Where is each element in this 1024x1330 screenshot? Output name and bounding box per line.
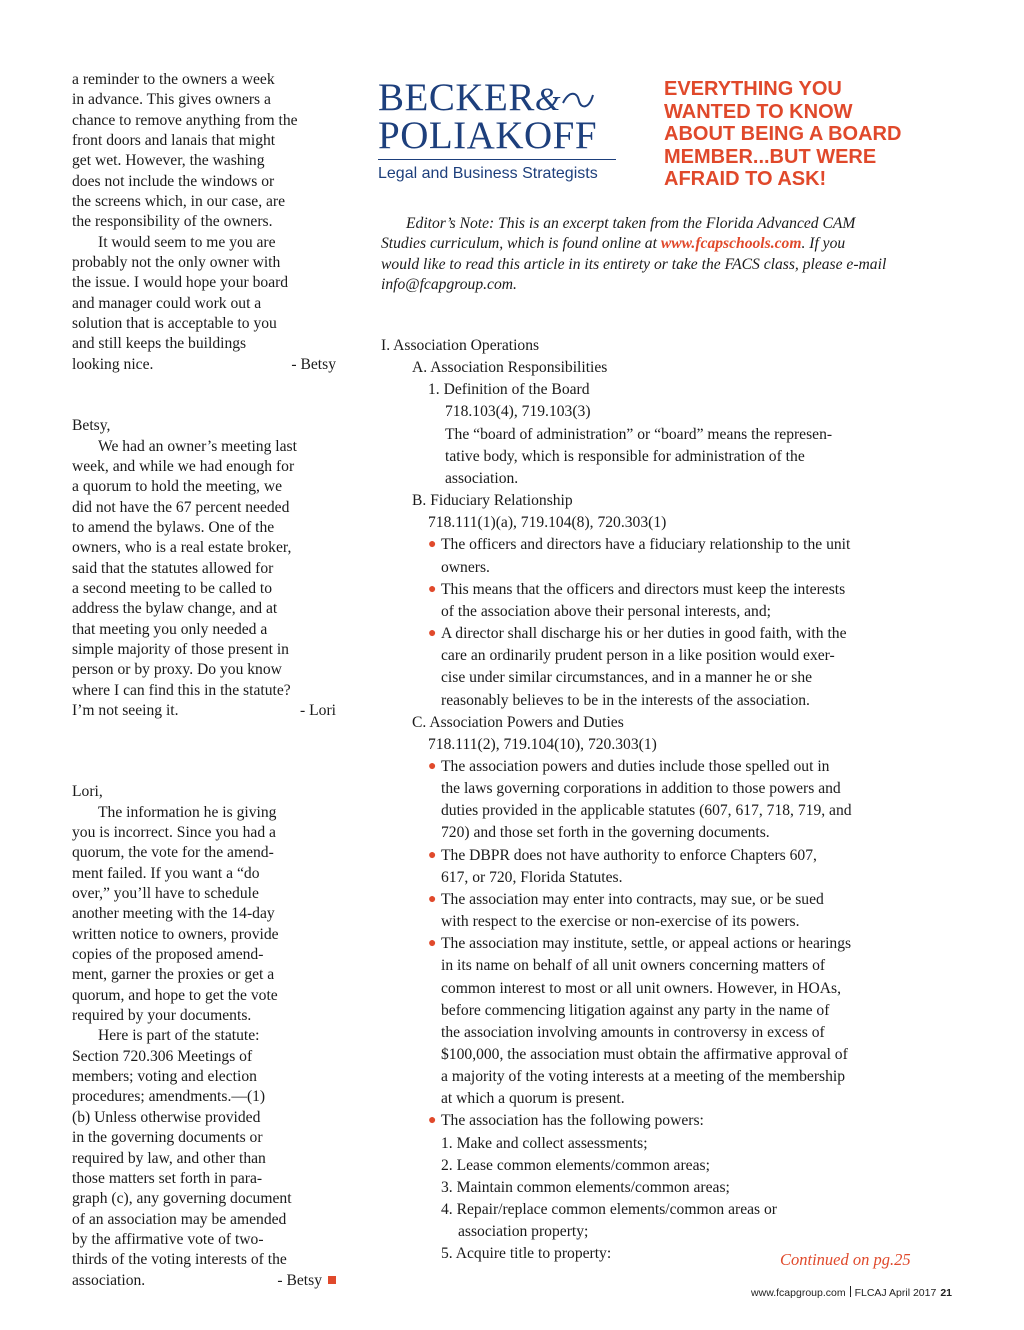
text-line: association.: [72, 1271, 146, 1289]
text-line: written notice to owners, provide: [72, 925, 279, 943]
text-line: of an association may be amended: [72, 1210, 287, 1228]
text-line: thirds of the voting interests of the: [72, 1251, 287, 1269]
bullet-item: ● A director shall discharge his or her duties in good faith, with the: [381, 623, 941, 645]
outline-line: in its name on behalf of all unit owners concerning matters of: [441, 957, 826, 975]
headline-line: ABOUT BEING A BOARD: [664, 123, 902, 145]
outline-line: tative body, which is responsible for administration of the: [445, 447, 805, 465]
text-line: the screens which, in our case, are: [72, 193, 286, 211]
headline-line: AFRAID TO ASK!: [664, 168, 827, 190]
headline-line: EVERYTHING YOU: [664, 78, 842, 100]
text-line: that meeting you only needed a: [72, 620, 268, 638]
bullet-icon: ●: [428, 758, 437, 774]
bullet-icon: ●: [428, 1113, 437, 1129]
bullet-item: ● This means that the officers and directors must keep the interests: [381, 579, 941, 601]
outline-line: 718.103(4), 719.103(3): [445, 403, 591, 421]
outline-line: 4. Repair/replace common elements/common areas or: [441, 1201, 778, 1219]
swirl-icon: [561, 89, 595, 113]
outline-line: B. Fiduciary Relationship: [412, 492, 573, 510]
bullet-item: ● The association powers and duties include those spelled out in: [381, 756, 941, 778]
bullet-item: ● The association may institute, settle, or appeal actions or hearings: [381, 933, 941, 955]
editor-note: [381, 214, 941, 295]
signature-line: [72, 701, 336, 721]
outline-line: duties provided in the applicable statutes (607, 617, 718, 719, and: [441, 802, 852, 820]
outline-line: 718.111(1)(a), 719.104(8), 720.303(1): [428, 514, 667, 532]
paragraph-2: [72, 233, 336, 375]
end-mark-icon: [328, 1276, 336, 1284]
outline-line: association.: [445, 469, 519, 487]
page-number: 21: [940, 1287, 952, 1299]
bullet-item: ● The association has the following powers:: [381, 1110, 941, 1132]
outline-line: care an ordinarily prudent person in a like position would exer-: [441, 647, 835, 665]
editor-note-line: Studies curriculum, which is found online at www.fcapschools.com. If you: [381, 235, 846, 253]
outline-line: I. Association Operations: [381, 337, 540, 354]
text-line: owners, who is a real estate broker,: [72, 539, 292, 557]
logo-divider: [378, 159, 616, 160]
text-line: procedures; amendments.—(1): [72, 1088, 266, 1106]
outline-line: reasonably believes to be in the interests of the association.: [441, 691, 810, 709]
continued-note: Continued on pg.25: [780, 1250, 911, 1269]
text-line: ment failed. If you want a “do: [72, 864, 260, 882]
logo-tagline: Legal and Business Strategists: [378, 165, 598, 182]
greeting-betsy: Betsy,: [72, 417, 111, 435]
footer-publication: FLCAJ April 2017: [854, 1287, 937, 1299]
text-line: to amend the bylaws. One of the: [72, 518, 275, 536]
outline-line: common interest to most or all unit owners. However, in HOAs,: [441, 979, 841, 997]
text-line: required by your documents.: [72, 1007, 252, 1025]
text-line: quorum, and hope to get the vote: [72, 986, 278, 1004]
text-line: The information he is giving: [98, 803, 277, 821]
outline-line: 2. Lease common elements/common areas;: [441, 1156, 710, 1174]
greeting-lori: Lori,: [72, 783, 103, 801]
outline-line: 1. Definition of the Board: [428, 381, 590, 399]
text-line: address the bylaw change, and at: [72, 600, 278, 618]
text-line: ment, garner the proxies or get a: [72, 966, 275, 984]
outline-line: cise under similar circumstances, and in a manner he or she: [441, 669, 813, 687]
paragraph-5: [72, 1026, 336, 1046]
outline-body: [381, 335, 941, 1266]
editor-note-line: Editor’s Note: This is an excerpt taken from the Florida Advanced CAM: [406, 215, 856, 232]
bullet-icon: ●: [428, 537, 437, 553]
text-line: quorum, the vote for the amend-: [72, 844, 274, 862]
bullet-icon: ●: [428, 626, 437, 642]
becker-poliakoff-logo: [378, 76, 618, 183]
bullet-icon: ●: [428, 891, 437, 907]
text-line: in the governing documents or: [72, 1129, 263, 1147]
text-line: a reminder to the owners a week: [72, 71, 275, 88]
signature-lori: - Lori: [300, 701, 336, 719]
text-line: chance to remove anything from the: [72, 111, 298, 129]
text-line: did not have the 67 percent needed: [72, 498, 290, 516]
paragraph-6: [72, 1047, 336, 1291]
outline-line: C. Association Powers and Duties: [412, 713, 624, 731]
signature-betsy-end: - Betsy: [277, 1271, 336, 1291]
logo-ampersand: &: [534, 82, 562, 118]
paragraph-3: [72, 437, 336, 722]
text-line: members; voting and election: [72, 1068, 257, 1086]
left-column: [72, 70, 336, 1291]
editor-note-line: would like to read this article in its entirety or take the FACS class, please e-mail: [381, 255, 887, 273]
bullet-icon: ●: [428, 581, 437, 597]
text-line: by the affirmative vote of two-: [72, 1230, 264, 1248]
headline-line: MEMBER...BUT WERE: [664, 145, 877, 168]
footer-website: www.fcapgroup.com: [751, 1287, 846, 1299]
text-line: does not include the windows or: [72, 172, 275, 190]
editor-note-email[interactable]: info@fcapgroup.com.: [381, 275, 517, 293]
signature-line: [72, 355, 336, 375]
text-line: week, and while we had enough for: [72, 457, 295, 475]
outline-line: 5. Acquire title to property:: [441, 1245, 612, 1263]
bullet-item: ● The officers and directors have a fiduciary relationship to the unit: [381, 534, 941, 556]
text-line: a quorum to hold the meeting, we: [72, 478, 283, 496]
text-line: We had an owner’s meeting last: [98, 437, 297, 455]
paragraph-4: [72, 803, 336, 1027]
bullet-item: ● The association may enter into contracts, may sue, or be sued: [381, 889, 941, 911]
outline-line: 720) and those set forth in the governing documents.: [441, 824, 770, 842]
text-line: and still keeps the buildings: [72, 335, 247, 353]
text-line: front doors and lanais that might: [72, 132, 276, 150]
text-line: graph (c), any governing document: [72, 1190, 292, 1208]
text-line: (b) Unless otherwise provided: [72, 1108, 261, 1126]
text-line: get wet. However, the washing: [72, 152, 265, 170]
outline-line: before commencing litigation against any party in the name of: [441, 1001, 830, 1019]
outline-line: The “board of administration” or “board” means the represen-: [445, 425, 833, 443]
outline-line: of the association above their personal interests, and;: [441, 602, 771, 620]
text-line: I’m not seeing it.: [72, 701, 179, 719]
text-line: where I can find this in the statute?: [72, 681, 291, 699]
bullet-icon: ●: [428, 936, 437, 952]
bullet-item: ● The DBPR does not have authority to enforce Chapters 607,: [381, 845, 941, 867]
text-line: said that the statutes allowed for: [72, 559, 274, 577]
text-line: in advance. This gives owners a: [72, 91, 271, 109]
outline-line: 3. Maintain common elements/common areas;: [441, 1178, 730, 1196]
outline-line: A. Association Responsibilities: [412, 359, 608, 377]
signature-betsy: - Betsy: [291, 355, 336, 373]
headline-line: WANTED TO KNOW: [664, 100, 853, 123]
outline-line: 617, or 720, Florida Statutes.: [441, 868, 623, 886]
outline-line: $100,000, the association must obtain the affirmative approval of: [441, 1046, 848, 1063]
text-line: copies of the proposed amend-: [72, 946, 264, 964]
bullet-icon: ●: [428, 847, 437, 863]
text-line: person or by proxy. Do you know: [72, 661, 282, 679]
text-line: and manager could work out a: [72, 294, 262, 312]
text-line: simple majority of those present in: [72, 640, 289, 658]
logo-line-2: POLIAKOFF: [378, 114, 598, 157]
outline-line: 718.111(2), 719.104(10), 720.303(1): [428, 735, 657, 753]
outline-line: association property;: [458, 1223, 589, 1241]
outline-line: a majority of the voting interests at a meeting of the membership: [441, 1068, 846, 1086]
outline-line: 1. Make and collect assessments;: [441, 1134, 648, 1152]
fcapschools-link[interactable]: www.fcapschools.com: [660, 235, 802, 253]
page-footer: [751, 1286, 952, 1299]
text-line: you is incorrect. Since you had a: [72, 824, 276, 841]
text-line: a second meeting to be called to: [72, 579, 273, 597]
text-line: another meeting with the 14-day: [72, 905, 275, 923]
text-line: looking nice.: [72, 355, 154, 373]
text-line: those matters set forth in para-: [72, 1169, 263, 1187]
text-line: the issue. I would hope your board: [72, 274, 289, 292]
outline-line: the association involving amounts in controversy in excess of: [441, 1023, 825, 1041]
outline-line: owners.: [441, 558, 490, 576]
text-line: It would seem to me you are: [98, 233, 276, 251]
footer-divider: [850, 1286, 851, 1297]
text-line: Section 720.306 Meetings of: [72, 1047, 253, 1065]
text-line: the responsibility of the owners.: [72, 213, 273, 231]
text-line: probably not the only owner with: [72, 254, 281, 272]
paragraph-1: [72, 70, 336, 233]
outline-line: at which a quorum is present.: [441, 1090, 625, 1108]
text-line: required by law, and other than: [72, 1149, 266, 1167]
text-line: Here is part of the statute:: [98, 1027, 260, 1045]
text-line: over,” you’ll have to schedule: [72, 885, 259, 903]
logo-line-1: BECKER: [378, 76, 535, 119]
article-headline: [664, 78, 934, 191]
text-line: solution that is acceptable to you: [72, 315, 277, 333]
signature-line: [72, 1271, 336, 1291]
outline-line: with respect to the exercise or non-exercise of its powers.: [441, 913, 800, 931]
outline-line: the laws governing corporations in addition to those powers and: [441, 780, 841, 798]
